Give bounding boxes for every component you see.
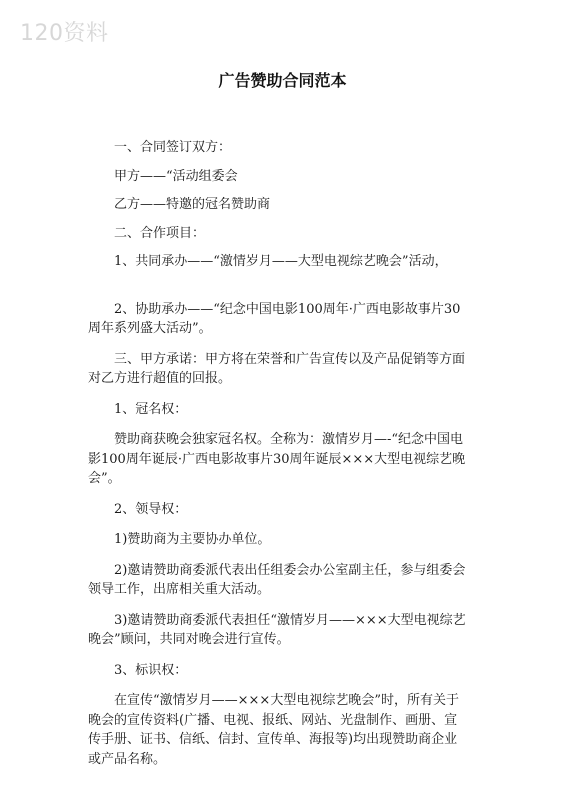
document-body	[88, 138, 466, 769]
paragraph-section-1: 一、合同签订双方：	[114, 140, 232, 155]
paragraph-section-2: 二、合作项目：	[114, 225, 206, 241]
paragraph-logo-body: 在宣传“激情岁月——×××大型电视综艺晚会”时，所有关于晚会的宣传资料(广播、电视、报纸、网站、光盘制作、画册、宣传手册、证书、信纸、信封、宣传单、海报等)均出现赞助商企业或产品名称。	[88, 693, 459, 767]
paragraph-lead-heading: 2、领导权：	[114, 501, 188, 517]
paragraph-lead-2: 2)邀请赞助商委派代表出任组委会办公室副主任，参与组委会领导工作，出席相关重大活动。	[88, 562, 466, 597]
paragraph-section-3: 三、甲方承诺：甲方将在荣誉和广告宣传以及产品促销等方面对乙方进行超值的回报。	[88, 351, 466, 386]
paragraph-lead-3: 3)邀请赞助商委派代表担任“激情岁月——×××大型电视综艺晚会”顾问，共同对晚会进行宣传。	[88, 612, 466, 647]
paragraph-project-2: 2、协助承办——“纪念中国电影100周年·广西电影故事片30周年系列盛大活动”。	[88, 301, 461, 336]
watermark-logo: 120资料	[20, 21, 109, 46]
paragraph-naming-body: 赞助商获晚会独家冠名权。全称为：激情岁月—-“纪念中国电影100周年诞辰·广西电影故事片30周年诞辰×××大型电视综艺晚会”。	[88, 432, 466, 486]
paragraph-naming-heading: 1、冠名权：	[114, 401, 188, 417]
paragraph-project-1: 1、共同承办——“激情岁月——大型电视综艺晚会”活动，	[114, 254, 448, 269]
document-title: 广告赞助合同范本	[218, 71, 347, 90]
paragraph-party-a: 甲方——“活动组委会	[114, 168, 238, 184]
paragraph-logo-heading: 3、标识权：	[114, 662, 188, 678]
paragraph-lead-1: 1)赞助商为主要协办单位。	[114, 532, 271, 547]
paragraph-party-b: 乙方——特邀的冠名赞助商	[114, 197, 271, 212]
